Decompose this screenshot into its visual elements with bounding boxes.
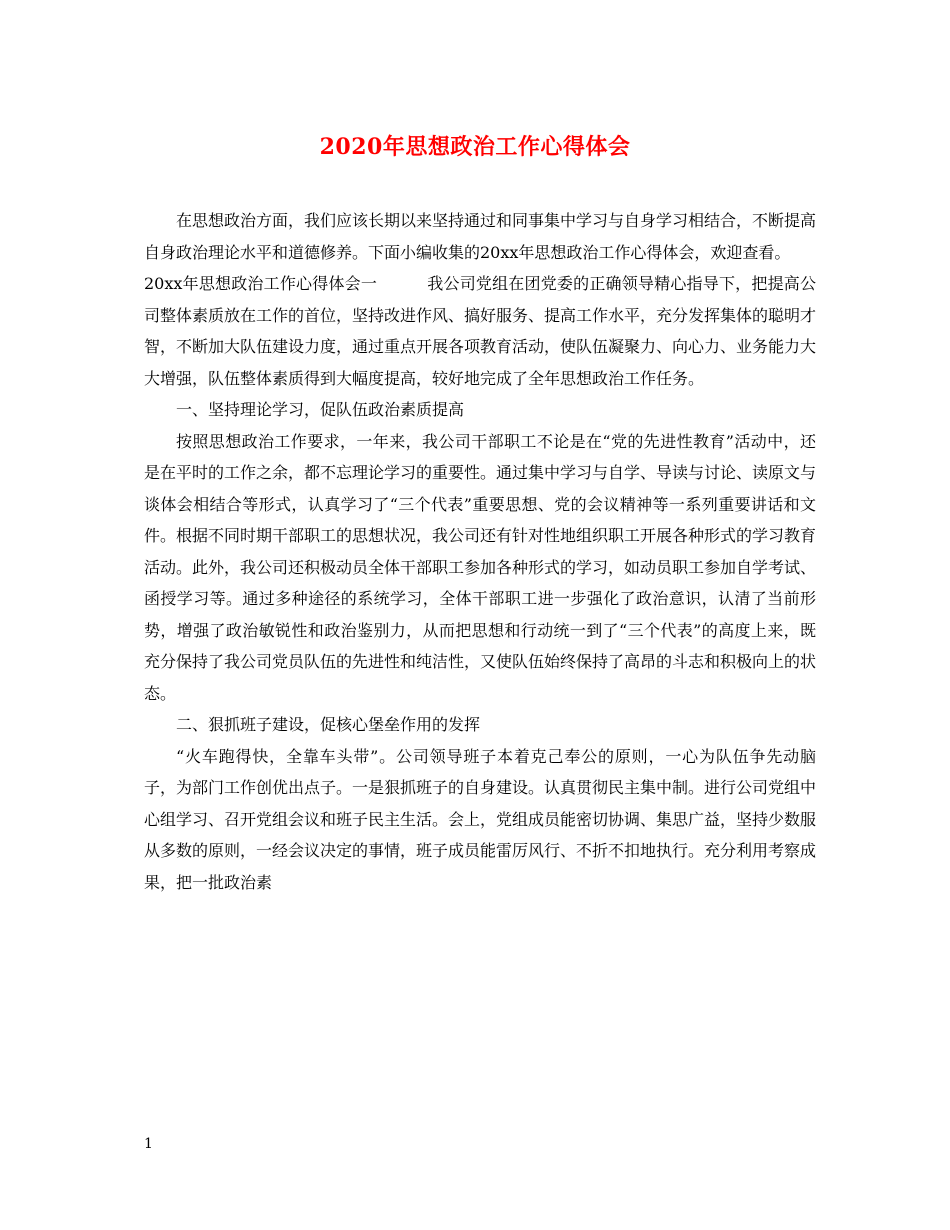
section-1-heading: 一、坚持理论学习，促队伍政治素质提高 [176,400,465,419]
document-title: 2020年思想政治工作心得体会 [319,134,631,160]
article-heading: 20xx年思想政治工作心得体会一 [144,274,378,293]
page-number: 1 [144,1136,153,1152]
document-body [144,205,816,898]
section-2-heading: 二、狠抓班子建设，促核心堡垒作用的发挥 [176,715,481,734]
article-lead-paragraph [144,268,816,394]
article-lead-text: 我公司党组在团党委的正确领导精心指导下，把提高公司整体素质放在工作的首位，坚持改进作风、搞好服务、提高工作水平，充分发挥集体的聪明才智，不断加大队伍建设力度，通过重点开展各项教育活动，使队伍凝聚力、向心力、业务能力大大增强，队伍整体素质得到大幅度提高，较好地完成了全年思想政治工作任务。 [144,274,817,388]
section-1-body: 按照思想政治工作要求，一年来，我公司干部职工不论是在“党的先进性教育”活动中，还是在平时的工作之余，都不忘理论学习的重要性。通过集中学习与自学、导读与讨论、读原文与谈体会相结合等形式，认真学习了“三个代表”重要思想、党的会议精神等一系列重要讲话和文件。根据不同时期干部职工的思想状况，我公司还有针对性地组织职工开展各种形式的学习教育活动。此外，我公司还积极动员全体干部职工参加各种形式的学习，如动员职工参加自学考试、函授学习等。通过多种途径的系统学习，全体干部职工进一步强化了政治意识，认清了当前形势，增强了政治敏锐性和政治鉴别力，从而把思想和行动统一到了“三个代表”的高度上来，既充分保持了我公司党员队伍的先进性和纯洁性，又使队伍始终保持了高昂的斗志和积极向上的状态。 [144,431,817,703]
section-2-body: “火车跑得快，全靠车头带”。公司领导班子本着克己奉公的原则，一心为队伍争先动脑子，为部门工作创优出点子。一是狠抓班子的自身建设。认真贯彻民主集中制。进行公司党组中心组学习、召开党组会议和班子民主生活。会上，党组成员能密切协调、集思广益，坚持少数服从多数的原则，一经会议决定的事情，班子成员能雷厉风行、不折不扣地执行。充分利用考察成果，把一批政治素 [144,746,817,892]
intro-paragraph: 在思想政治方面，我们应该长期以来坚持通过和同事集中学习与自身学习相结合，不断提高自身政治理论水平和道德修养。下面小编收集的20xx年思想政治工作心得体会，欢迎查看。 [144,211,817,262]
